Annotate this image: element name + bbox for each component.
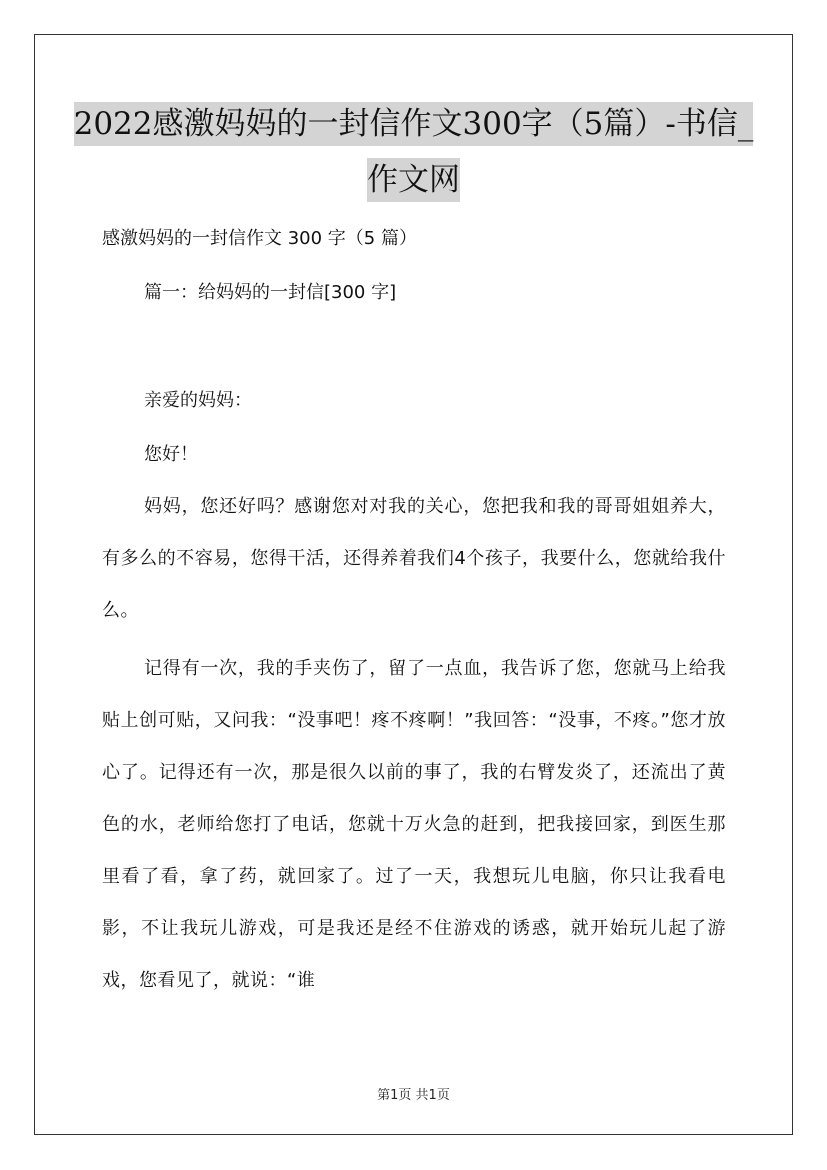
- section-heading: 篇一：给妈妈的一封信[300 字]: [144, 282, 397, 303]
- paragraph-1: 妈妈，您还好吗？感谢您对对我的关心，您把我和我的哥哥姐姐养大，有多么的不容易，您得干活，还得养着我们4个孩子，我要什么，您就给我什么。: [102, 496, 726, 621]
- salutation: 亲爱的妈妈：: [144, 390, 252, 411]
- greeting: 您好！: [144, 444, 198, 465]
- paragraph-2: 记得有一次，我的手夹伤了，留了一点血，我告诉了您，您就马上给我贴上创可贴，又问我：“没事吧！疼不疼啊！”我回答：“没事，不疼。”您才放心了。记得还有一次，那是很久以前的事了，我的右臂发炎了，还流出了黄色的水，老师给您打了电话，您就十万火急的赶到，把我接回家，到医生那里看了看，拿了药，就回家了。过了一天，我想玩儿电脑，你只让我看电影，不让我玩儿游戏，可是我还是经不住游戏的诱惑，就开始玩儿起了游戏，您看见了，就说：“谁: [102, 658, 726, 991]
- document-subtitle: 感激妈妈的一封信作文 300 字（5 篇）: [102, 228, 417, 249]
- document-title: [60, 96, 767, 208]
- page-footer: 第1页 共1页: [377, 1088, 450, 1103]
- document-title-text: 2022感激妈妈的一封信作文300字（5篇）-书信_作文网: [74, 102, 754, 202]
